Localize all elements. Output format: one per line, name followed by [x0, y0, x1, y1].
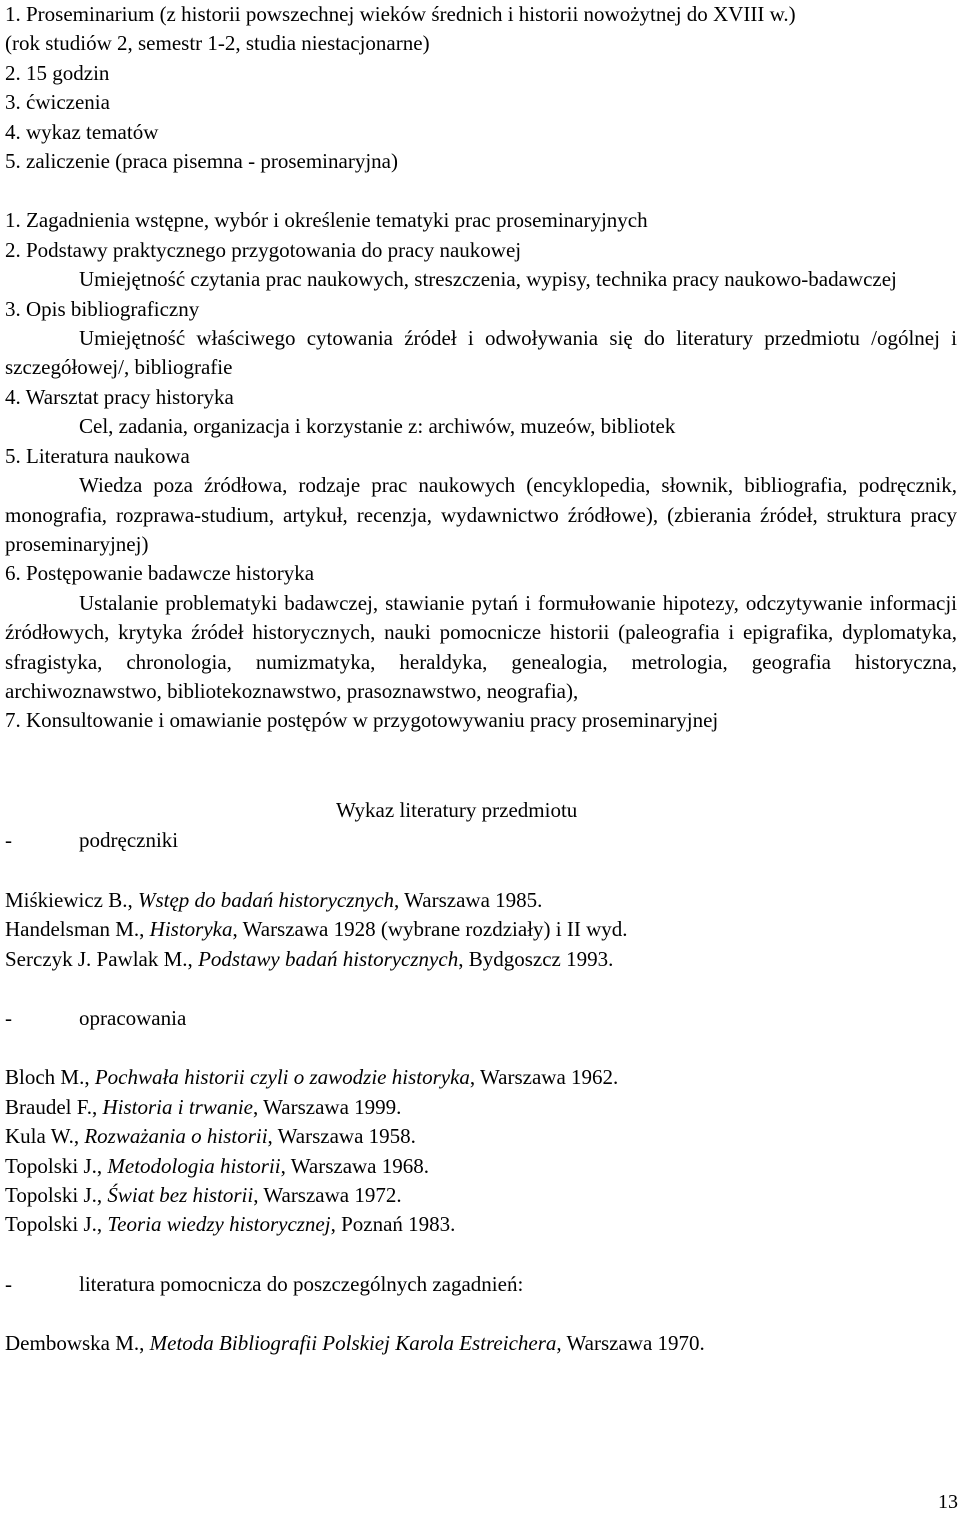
- entry-author: Dembowska M.,: [5, 1331, 150, 1356]
- topic-item: [5, 206, 957, 235]
- topic-title: 3. Opis bibliograficzny: [5, 296, 200, 321]
- entry-author: Braudel F.,: [5, 1094, 103, 1119]
- topic-title: 1. Zagadnienia wstępne, wybór i określenie tematyki prac proseminaryjnych: [5, 208, 648, 233]
- entry-publication: , Warszawa 1970.: [556, 1331, 705, 1356]
- entry-publication: , Warszawa 1928 (wybrane rozdziały) i II wyd.: [232, 917, 628, 942]
- spacer: [5, 176, 957, 206]
- entry-publication: , Warszawa 1985.: [394, 887, 543, 912]
- literature-heading-row: [5, 796, 957, 856]
- topic-title: 4. Warsztat pracy historyka: [5, 384, 234, 409]
- topic-item: [5, 236, 957, 295]
- entry-title: Podstawy badań historycznych: [198, 946, 459, 971]
- course-topics-label: 4. wykaz tematów: [5, 119, 159, 144]
- spacer: [5, 1240, 957, 1270]
- entry-publication: , Bydgoszcz 1993.: [458, 946, 614, 971]
- category-label: literatura pomocnicza do poszczególnych zagadnień:: [79, 1271, 524, 1296]
- topic-item: [5, 295, 957, 383]
- literature-category: [5, 1270, 957, 1299]
- category-dash: -: [5, 1005, 12, 1030]
- course-type: 3. ćwiczenia: [5, 90, 110, 115]
- bibliography-list: [5, 1063, 957, 1239]
- category-dash: -: [5, 1271, 12, 1296]
- topic-description: Cel, zadania, organizacja i korzystanie z: archiwów, muzeów, bibliotek: [79, 414, 676, 439]
- entry-publication: , Poznań 1983.: [330, 1212, 456, 1237]
- literature-category: [5, 1004, 957, 1033]
- entry-title: Świat bez historii: [107, 1183, 254, 1207]
- bibliography-entry: [5, 915, 957, 944]
- bibliography-entry: [5, 1093, 957, 1122]
- entry-author: Topolski J.,: [5, 1153, 108, 1178]
- entry-title: Historia i trwanie: [102, 1094, 254, 1119]
- bibliography-entry: [5, 945, 957, 974]
- literature-section: [5, 796, 957, 1359]
- entry-title: Metodologia historii: [107, 1153, 281, 1178]
- entry-author: Topolski J.,: [5, 1212, 108, 1237]
- spacer: [5, 1033, 957, 1063]
- topic-description: Umiejętność czytania prac naukowych, streszczenia, wypisy, technika pracy naukowo-badawczej: [79, 267, 897, 292]
- topic-title: 2. Podstawy praktycznego przygotowania do pracy naukowej: [5, 237, 522, 262]
- category-label: opracowania: [79, 1005, 187, 1030]
- bibliography-entry: [5, 1210, 957, 1239]
- entry-publication: , Warszawa 1968.: [280, 1153, 429, 1178]
- entry-publication: , Warszawa 1958.: [267, 1124, 416, 1149]
- entry-title: Historyka: [149, 917, 233, 942]
- course-hours: 2. 15 godzin: [5, 60, 110, 85]
- bibliography-entry: [5, 886, 957, 915]
- bibliography-list: [5, 1329, 957, 1358]
- topics-list: [5, 206, 957, 735]
- entry-title: Metoda Bibliografii Polskiej Karola Estreichera: [149, 1331, 557, 1356]
- topic-item: [5, 442, 957, 560]
- entry-title: Rozważania o historii: [84, 1124, 268, 1149]
- entry-title: Teoria wiedzy historycznej: [107, 1212, 331, 1237]
- spacer: [5, 974, 957, 1004]
- literature-category: [5, 826, 178, 855]
- topic-item: [5, 383, 957, 442]
- entry-title: Wstęp do badań historycznych: [137, 887, 395, 912]
- literature-title: Wykaz literatury przedmiotu: [336, 797, 578, 822]
- entry-publication: , Warszawa 1972.: [253, 1183, 402, 1207]
- entry-publication: , Warszawa 1999.: [253, 1094, 402, 1119]
- bibliography-entry: [5, 1152, 957, 1181]
- course-header: [5, 0, 957, 176]
- entry-author: Miśkiewicz B.,: [5, 887, 138, 912]
- bibliography-entry: [5, 1122, 957, 1151]
- entry-author: Kula W.,: [5, 1124, 85, 1149]
- topic-description: Umiejętność właściwego cytowania źródeł i odwoływania się do literatury przedmiotu /ogólnej i szczegółowej/, bibliografie: [5, 326, 957, 380]
- topic-item: [5, 559, 957, 706]
- entry-author: Topolski J.,: [5, 1183, 108, 1207]
- bibliography-entry: [5, 1063, 957, 1092]
- document-page: [5, 0, 957, 1359]
- category-dash: -: [5, 827, 12, 852]
- entry-title: Pochwała historii czyli o zawodzie historyka: [94, 1065, 470, 1090]
- course-details: (rok studiów 2, semestr 1-2, studia niestacjonarne): [5, 31, 430, 56]
- topic-title: 6. Postępowanie badawcze historyka: [5, 561, 315, 586]
- entry-publication: , Warszawa 1962.: [469, 1065, 619, 1090]
- entry-author: Serczyk J. Pawlak M.,: [5, 946, 199, 971]
- spacer: [5, 856, 957, 886]
- bibliography-entry: [5, 1181, 957, 1210]
- category-label: podręczniki: [79, 827, 179, 852]
- spacer: [5, 736, 957, 796]
- bibliography-list: [5, 886, 957, 974]
- spacer: [5, 1299, 957, 1329]
- course-credit: 5. zaliczenie (praca pisemna - proseminaryjna): [5, 149, 398, 174]
- topic-description: Wiedza poza źródłowa, rodzaje prac naukowych (encyklopedia, słownik, bibliografia, podręcznik, monografia, rozprawa-studium, artykuł, recenzja, wydawnictwo źródłowe), (zbierania źródeł, struktura pracy proseminaryjnej): [5, 473, 957, 556]
- topic-description: Ustalanie problematyki badawczej, stawianie pytań i formułowanie hipotezy, odczytywanie informacji źródłowych, krytyka źródeł historycznych, nauki pomocnicze historii (paleografia i epigrafika, dyplomatyka, sfragistyka, chronologia, numizmatyka, heraldyka, genealogia, metrologia, geografia historyczna, archiwoznawstwo, bibliotekoznawstwo, prasoznawstwo, neografia),: [5, 590, 957, 703]
- topic-title: 7. Konsultowanie i omawianie postępów w przygotowywaniu pracy proseminaryjnej: [5, 708, 719, 733]
- entry-author: Bloch M.,: [5, 1065, 95, 1090]
- course-title: 1. Proseminarium (z historii powszechnej wieków średnich i historii nowożytnej do XVIII w.): [5, 2, 796, 26]
- entry-author: Handelsman M.,: [5, 917, 150, 942]
- page-number: 13: [938, 1491, 958, 1513]
- topic-title: 5. Literatura naukowa: [5, 443, 190, 468]
- bibliography-entry: [5, 1329, 957, 1358]
- topic-item: [5, 706, 957, 735]
